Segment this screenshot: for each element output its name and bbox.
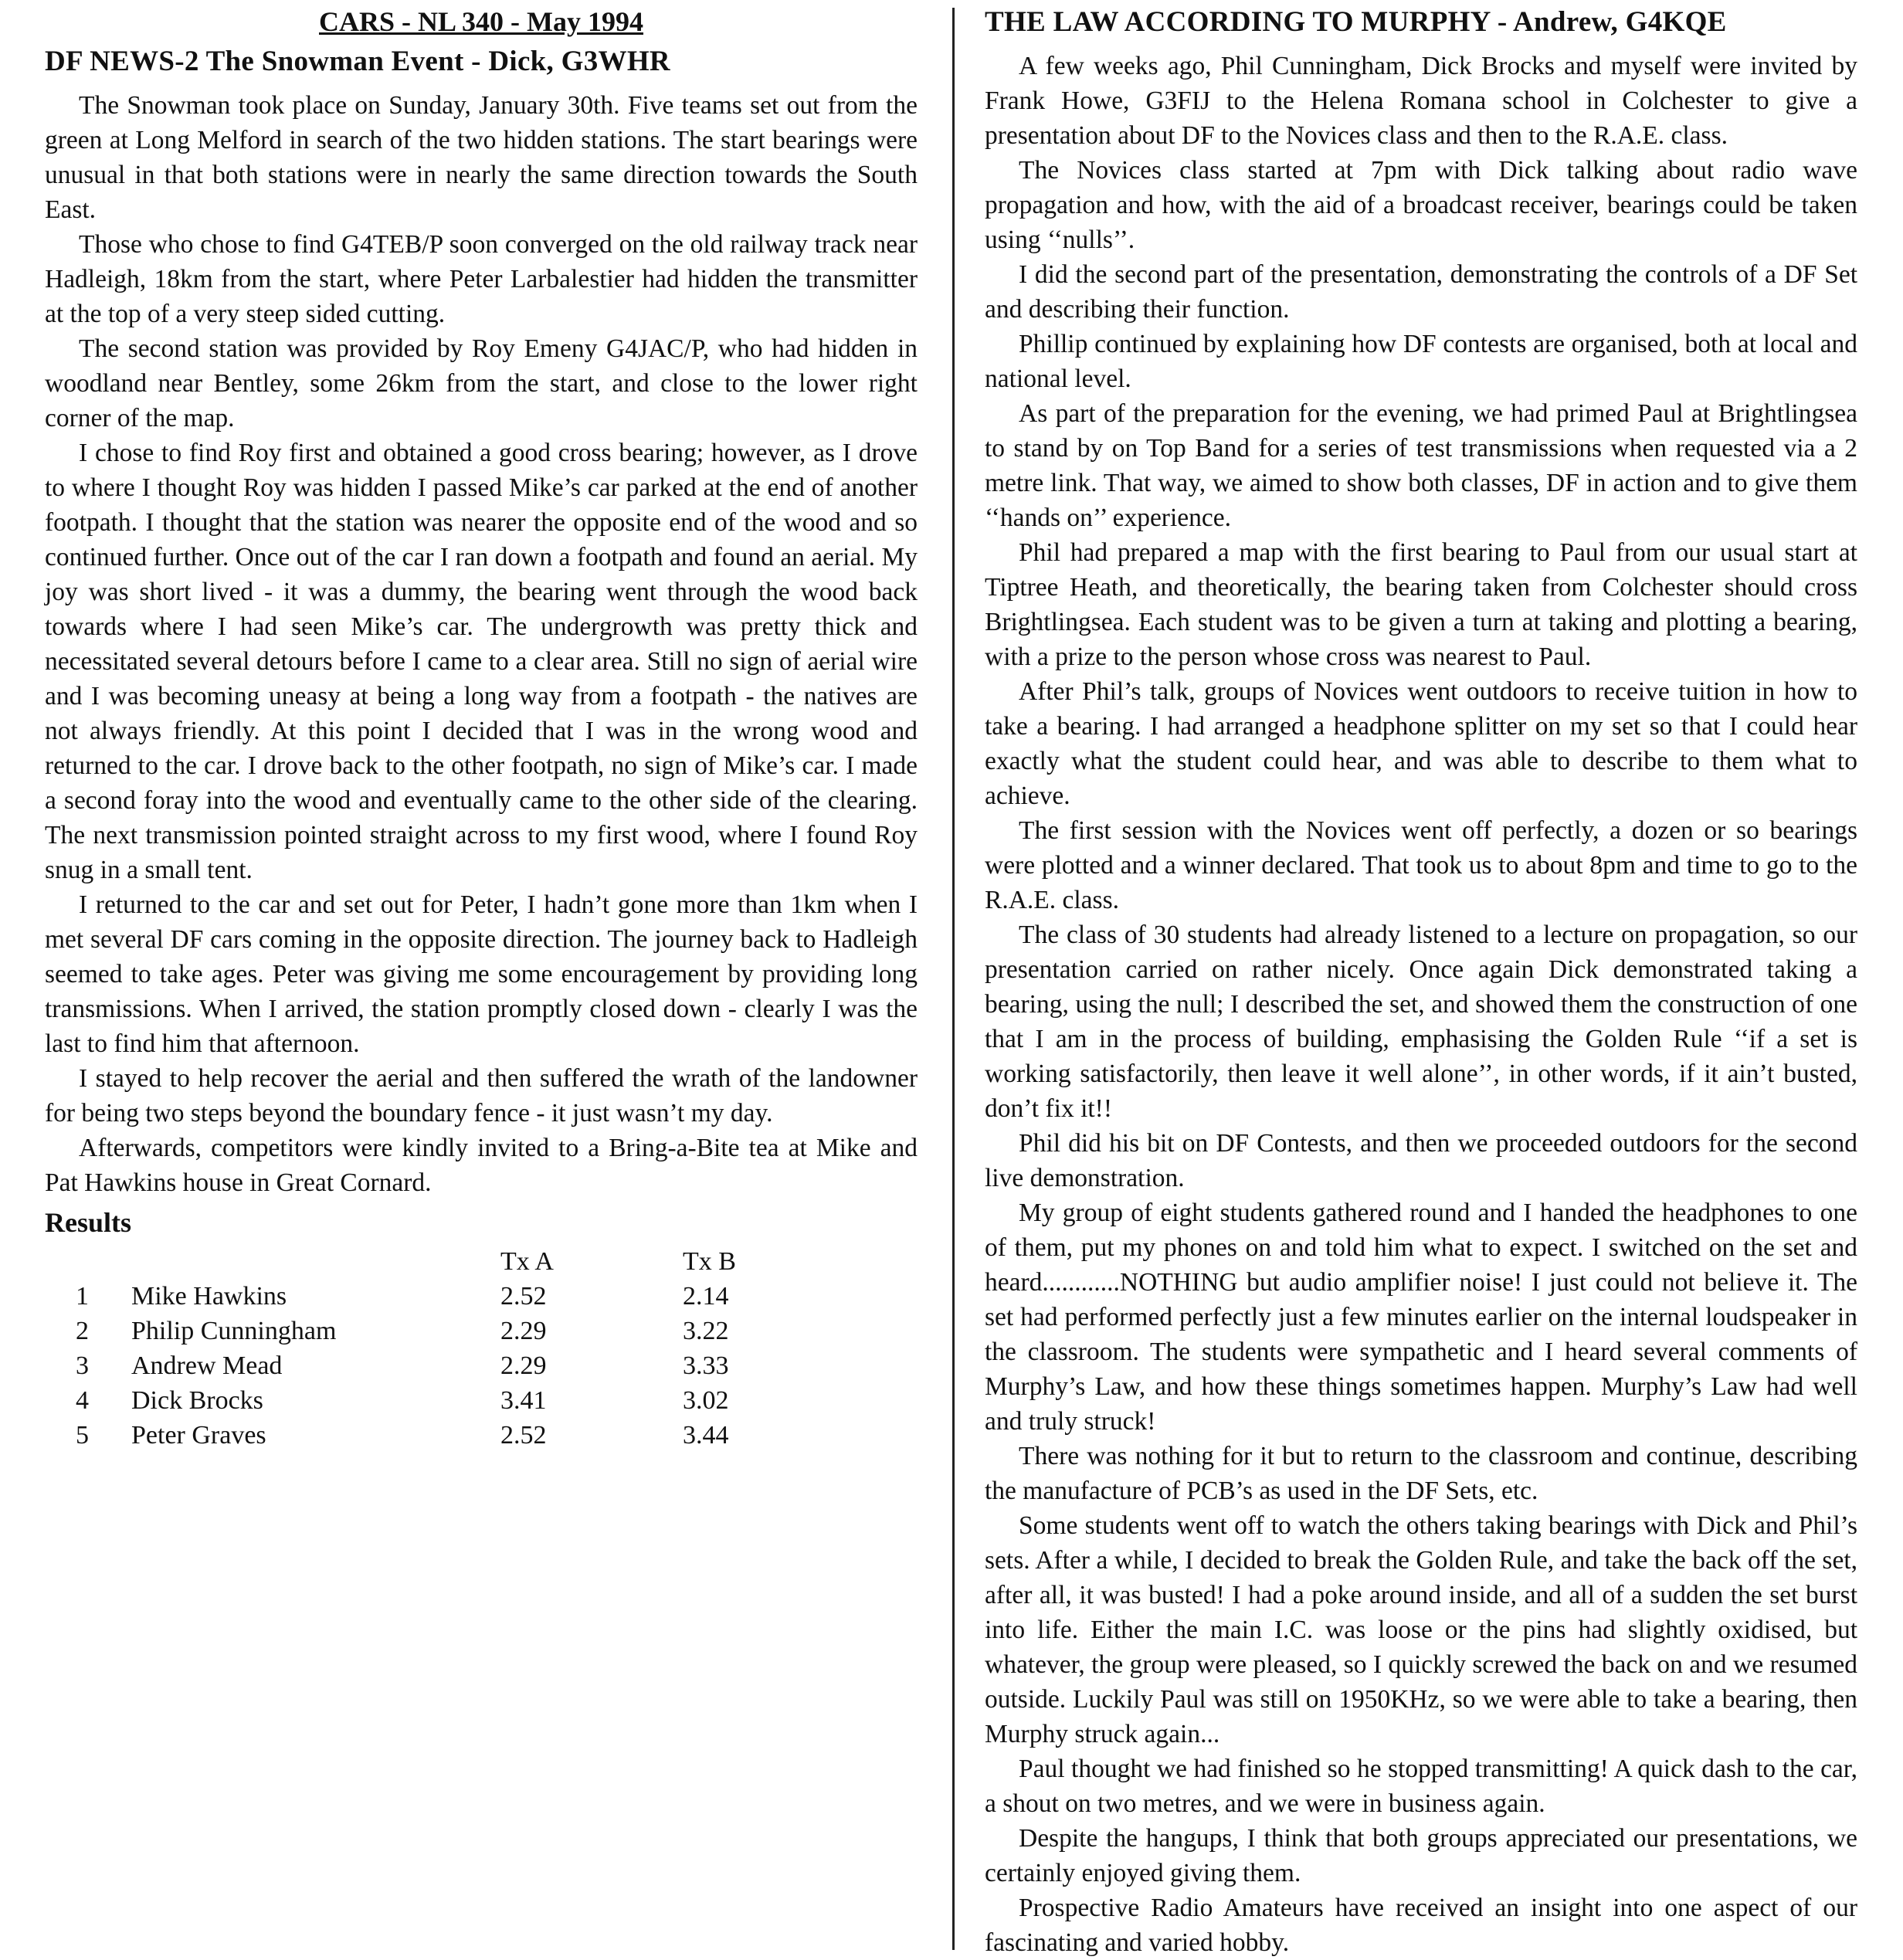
position: 2 (76, 1317, 89, 1346)
paragraph: I stayed to help recover the aerial and then suffered the wrath of the landowner for being two steps beyond the boundary fence - it just wasn’t my day. (45, 1063, 918, 1128)
results-header-row (76, 1244, 837, 1279)
tx-a-time: 2.29 (500, 1317, 547, 1346)
paragraph: The second station was provided by Roy Emeny G4JAC/P, who had hidden in woodland near Bentley, some 26km from the start, and close to the lower right corner of the map. (45, 334, 918, 432)
paragraph: As part of the preparation for the evening, we had primed Paul at Brightlingsea to stand by on Top Band for a series of test transmissions when requested via a 2 metre link. That way, we aimed to show both classes, DF in action and to give them ‘‘hands on’’ experience. (985, 398, 1857, 532)
tx-b-time: 3.44 (683, 1421, 729, 1450)
article-title-murphy: THE LAW ACCORDING TO MURPHY - Andrew, G4KQE (985, 6, 1727, 38)
paragraph: Some students went off to watch the others taking bearings with Dick and Phil’s sets. After a while, I decided to break the Golden Rule, and take the back off the set, after all, it was busted! I had a poke around inside, and all of a sudden the set burst into life. Either the main I.C. was loose or the pins had slightly oxidised, but whatever, the group were pleased, so I quickly screwed the back on and we resumed outside. Luckily Paul was still on 1950KHz, so we were able to take a bearing, then Murphy struck again... (985, 1511, 1857, 1748)
tx-b-time: 3.02 (683, 1386, 729, 1416)
col-tx-a: Tx A (500, 1247, 554, 1277)
results-heading: Results (45, 1206, 132, 1238)
paragraph: The Snowman took place on Sunday, January 30th. Five teams set out from the green at Long Melford in search of the two hidden stations. The start bearings were unusual in that both stations were in nearly the same direction towards the South East. (45, 90, 918, 224)
table-row (76, 1348, 837, 1383)
position: 4 (76, 1386, 89, 1416)
tx-b-time: 3.33 (683, 1351, 729, 1381)
tx-a-time: 2.29 (500, 1351, 547, 1381)
murphy-article-body (985, 49, 1857, 1960)
paragraph: Those who chose to find G4TEB/P soon converged on the old railway track near Hadleigh, 18km from the start, where Peter Larbalestier had hidden the transmitter at the top of a very steep sided cutting. (45, 229, 918, 328)
column-divider (952, 8, 955, 1950)
paragraph: Despite the hangups, I think that both groups appreciated our presentations, we certainly enjoyed giving them. (985, 1823, 1857, 1887)
paragraph: There was nothing for it but to return to the classroom and continue, describing the manufacture of PCB’s as used in the DF Sets, etc. (985, 1441, 1857, 1505)
paragraph: Afterwards, competitors were kindly invited to a Bring-a-Bite tea at Mike and Pat Hawkins house in Great Cornard. (45, 1133, 918, 1197)
paragraph: I returned to the car and set out for Peter, I hadn’t gone more than 1km when I met several DF cars coming in the opposite direction. The journey back to Hadleigh seemed to take ages. Peter was giving me some encouragement by providing long transmissions. When I arrived, the station promptly closed down - clearly I was the last to find him that afternoon. (45, 890, 918, 1058)
snowman-article-body (45, 88, 918, 1200)
position: 1 (76, 1282, 89, 1311)
competitor-name: Peter Graves (131, 1421, 266, 1450)
tx-b-time: 3.22 (683, 1317, 729, 1346)
tx-a-time: 3.41 (500, 1386, 547, 1416)
results-table (76, 1244, 837, 1453)
right-column (985, 6, 1857, 1960)
competitor-name: Dick Brocks (131, 1386, 263, 1416)
tx-a-time: 2.52 (500, 1421, 547, 1450)
paragraph: Phillip continued by explaining how DF contests are organised, both at local and national level. (985, 329, 1857, 393)
col-tx-b: Tx B (683, 1247, 736, 1277)
competitor-name: Mike Hawkins (131, 1282, 287, 1311)
tx-a-time: 2.52 (500, 1282, 547, 1311)
table-row (76, 1314, 837, 1348)
masthead: CARS - NL 340 - May 1994 (319, 6, 643, 37)
tx-b-time: 2.14 (683, 1282, 729, 1311)
paragraph: A few weeks ago, Phil Cunningham, Dick Brocks and myself were invited by Frank Howe, G3FIJ to the Helena Romana school in Colchester to give a presentation about DF to the Novices class and then to the R.A.E. class. (985, 51, 1857, 150)
show-through-background (15, 1606, 29, 1660)
article-title-snowman: DF NEWS-2 The Snowman Event - Dick, G3WHR (45, 46, 670, 78)
table-row (76, 1279, 837, 1314)
position: 3 (76, 1351, 89, 1381)
paragraph: Phil had prepared a map with the first bearing to Paul from our usual start at Tiptree Heath, and theoretically, the bearing taken from Colchester should cross Brightlingsea. Each student was to be given a turn at taking and plotting a bearing, with a prize to the person whose cross was nearest to Paul. (985, 537, 1857, 671)
paragraph: After Phil’s talk, groups of Novices went outdoors to receive tuition in how to take a bearing. I had arranged a headphone splitter on my set so that I could hear exactly what the student could hear, and was able to describe to them what to achieve. (985, 677, 1857, 810)
left-column (45, 6, 918, 1453)
position: 5 (76, 1421, 89, 1450)
paragraph: Prospective Radio Amateurs have received an insight into one aspect of our fascinating and varied hobby. (985, 1893, 1857, 1957)
table-row (76, 1418, 837, 1453)
paragraph: Phil did his bit on DF Contests, and then we proceeded outdoors for the second live demonstration. (985, 1128, 1857, 1192)
competitor-name: Andrew Mead (131, 1351, 283, 1381)
paragraph: The Novices class started at 7pm with Dick talking about radio wave propagation and how, with the aid of a broadcast receiver, bearings could be taken using ‘‘nulls’’. (985, 155, 1857, 254)
paragraph: The class of 30 students had already listened to a lecture on propagation, so our presentation carried on rather nicely. Once again Dick demonstrated taking a bearing, using the null; I described the set, and showed them the construction of one that I am in the process of building, emphasising the Golden Rule ‘‘if a set is working satisfactorily, then leave it well alone’’, in other words, if it ain’t busted, don’t fix it!! (985, 920, 1857, 1123)
paragraph: Paul thought we had finished so he stopped transmitting! A quick dash to the car, a shout on two metres, and we were in business again. (985, 1754, 1857, 1818)
paragraph: I did the second part of the presentation, demonstrating the controls of a DF Set and describing their function. (985, 259, 1857, 324)
competitor-name: Philip Cunningham (131, 1317, 337, 1346)
table-row (76, 1383, 837, 1418)
paragraph: The first session with the Novices went off perfectly, a dozen or so bearings were plotted and a winner declared. That took us to about 8pm and time to go to the R.A.E. class. (985, 816, 1857, 914)
paragraph: My group of eight students gathered round and I handed the headphones to one of them, put my phones on and told him what to expect. I switched on the set and heard............NOTHING but audio amplifier noise! I just could not believe it. The set had performed perfectly just a few minutes earlier on the internal loudspeaker in the classroom. The students were sympathetic and I heard several comments of Murphy’s Law, and how these things sometimes happen. Murphy’s Law had well and truly struck! (985, 1198, 1857, 1436)
paragraph: I chose to find Roy first and obtained a good cross bearing; however, as I drove to where I thought Roy was hidden I passed Mike’s car parked at the end of another footpath. I thought that the station was nearer the opposite end of the wood and so continued further. Once out of the car I ran down a footpath and found an aerial. My joy was short lived - it was a dummy, the bearing went through the wood back towards where I had seen Mike’s car. The undergrowth was pretty thick and necessitated several detours before I came to a clear area. Still no sign of aerial wire and I was becoming uneasy at being a long way from a footpath - the natives are not always friendly. At this point I decided that I was in the wrong wood and returned to the car. I drove back to the other footpath, no sign of Mike’s car. I made a second foray into the wood and eventually came to the other side of the clearing. The next transmission pointed straight across to my first wood, where I found Roy snug in a small tent. (45, 438, 918, 884)
